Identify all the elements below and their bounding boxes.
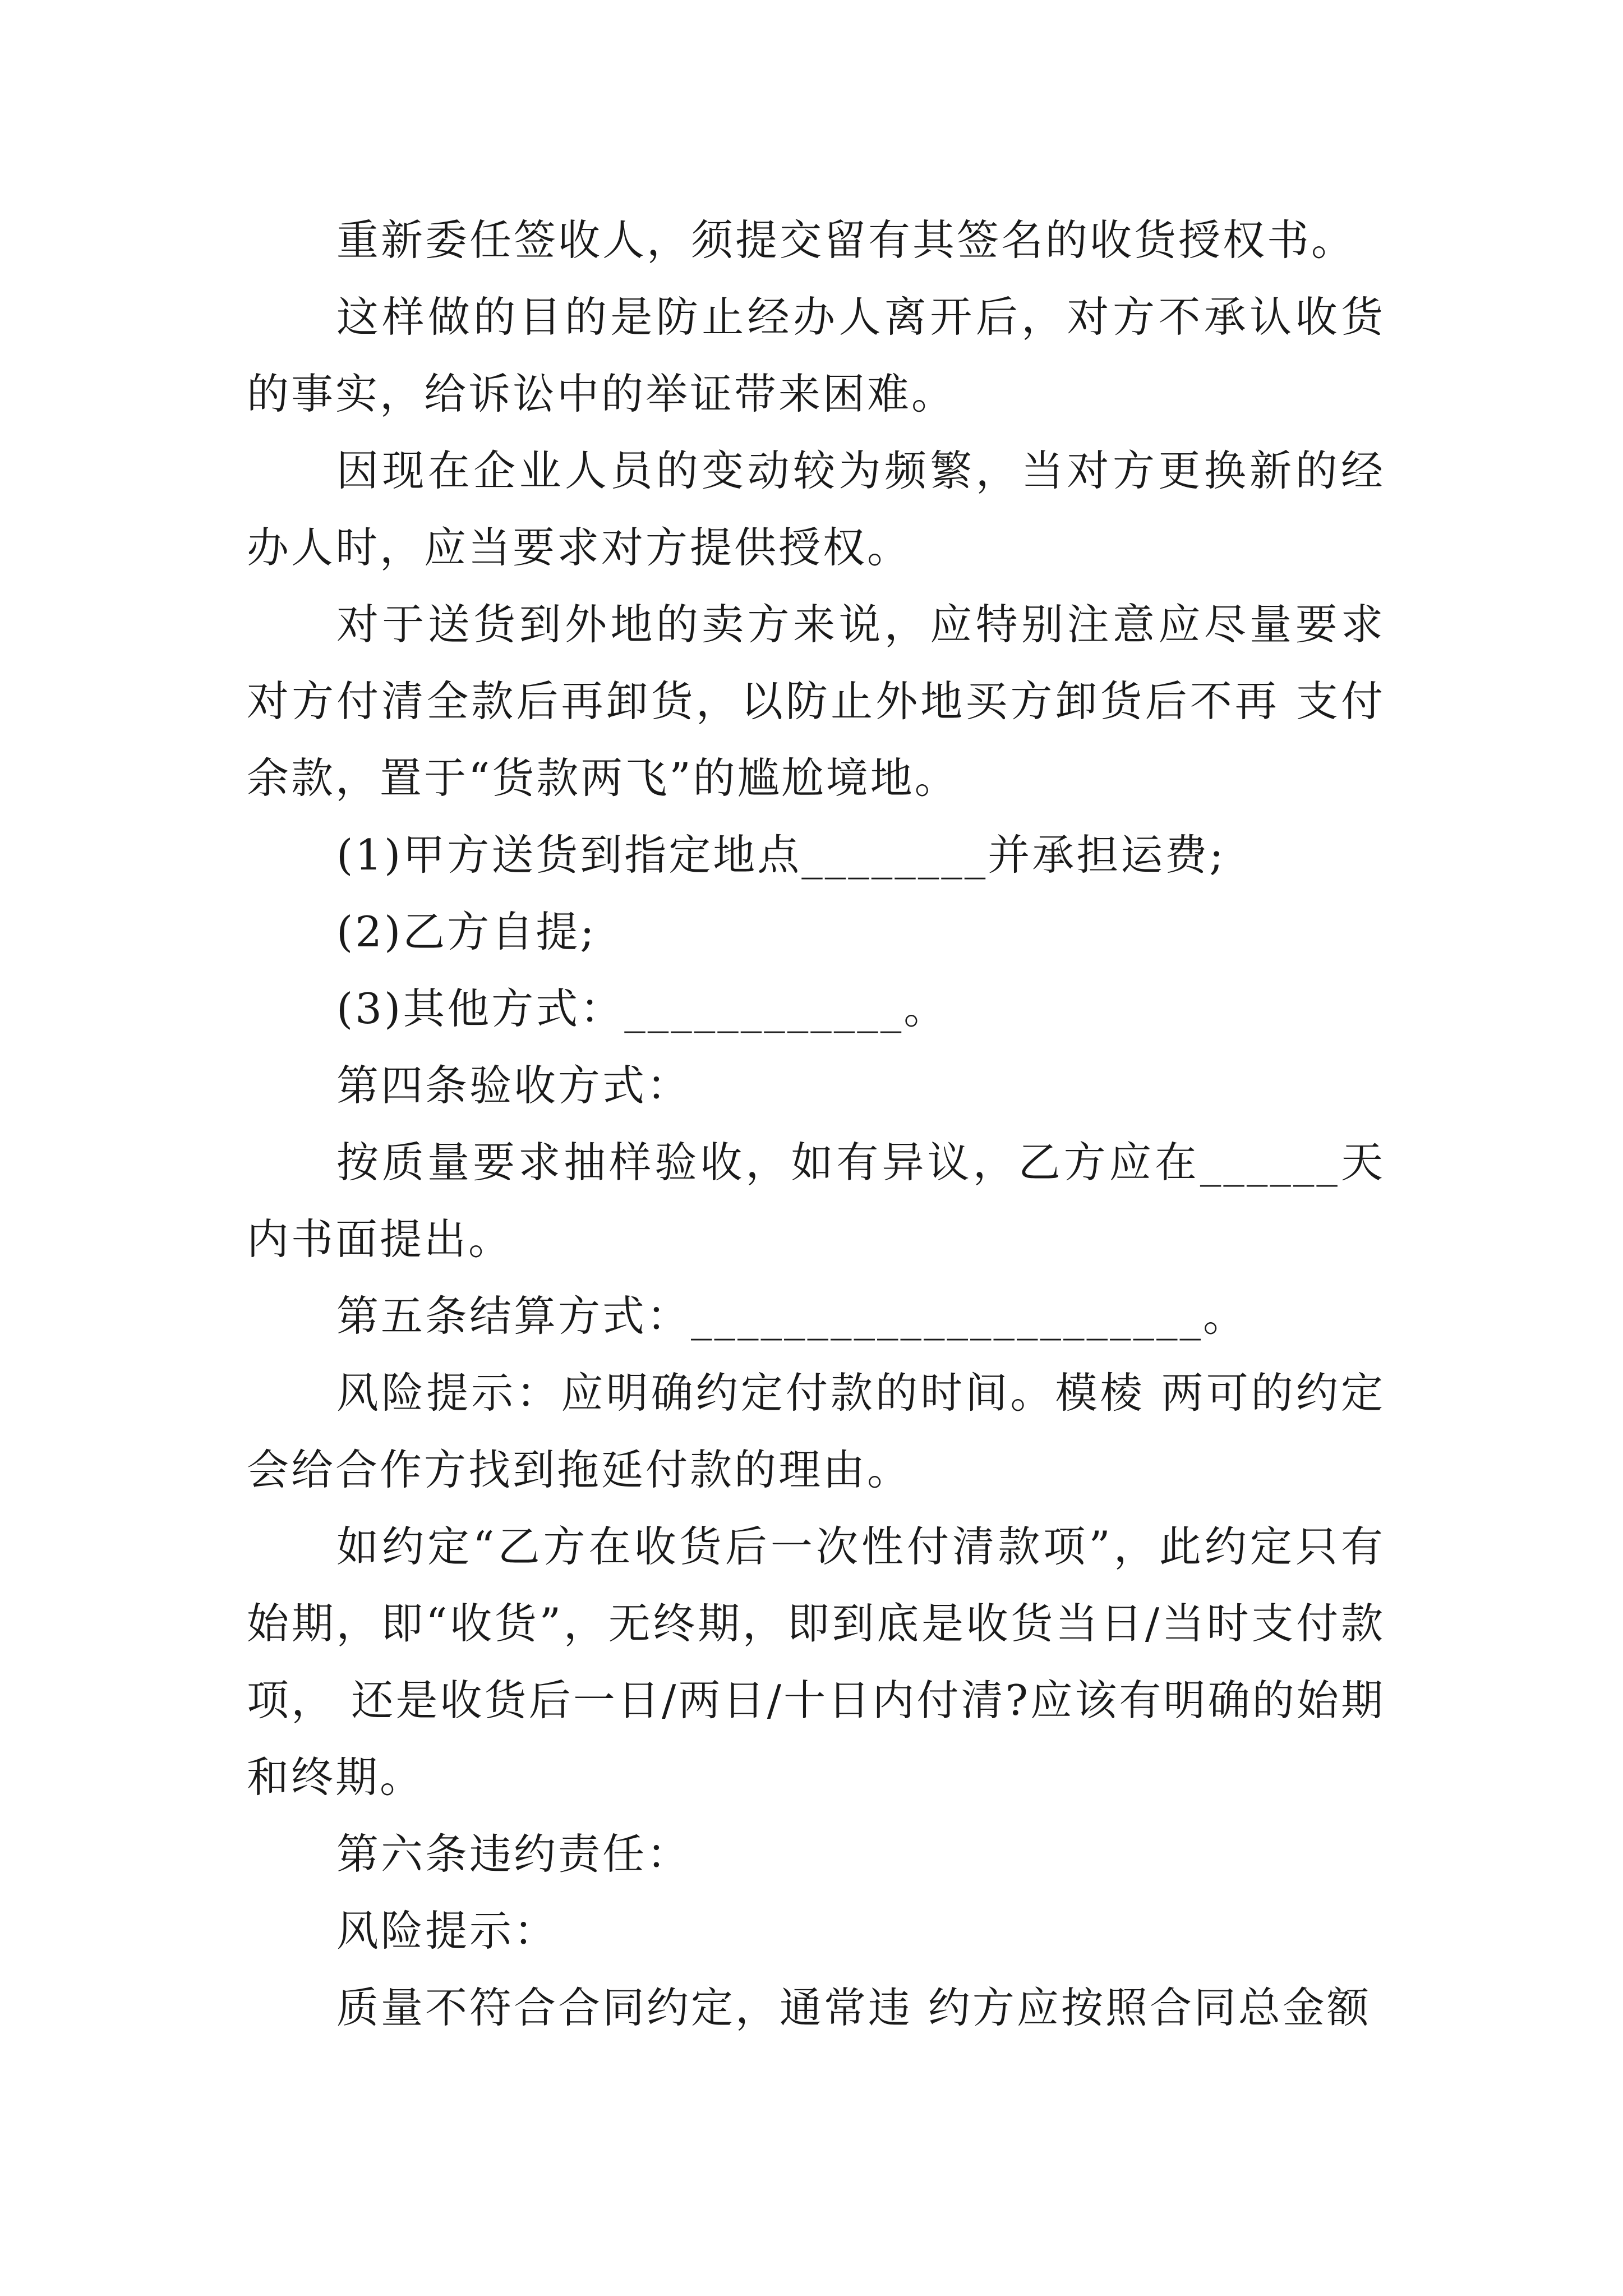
paragraph: 风险提示：应明确约定付款的时间。模棱 两可的约定会给合作方找到拖延付款的理由。 — [247, 1368, 1385, 1494]
paragraph: (1)甲方送货到指定地点________并承担运费; — [336, 830, 1226, 880]
section-heading: 第五条结算方式：______________________。 — [336, 1291, 1248, 1341]
section-heading: 第六条违约责任： — [336, 1829, 691, 1879]
paragraph: 因现在企业人员的变动较为频繁，当对方更换新的经办人时，应当要求对方提供授权。 — [247, 446, 1385, 572]
paragraph: (3)其他方式：____________。 — [336, 984, 948, 1033]
document-body — [247, 202, 1385, 2046]
paragraph: 如约定“乙方在收货后一次性付清款项”，此约定只有始期，即“收货”，无终期，即到底是收货当日/当时支付款项， 还是收货后一日/两日/十日内付清?应该有明确的始期和终期。 — [247, 1522, 1385, 1802]
paragraph: 按质量要求抽样验收，如有异议，乙方应在______天内书面提出。 — [247, 1138, 1385, 1264]
paragraph: 质量不符合合同约定，通常违 约方应按照合同总金额 — [336, 1983, 1371, 2032]
paragraph: 对于送货到外地的卖方来说，应特别注意应尽量要求对方付清全款后再卸货，以防止外地买方卸货后不再 支付余款，置于“货款两飞”的尴尬境地。 — [247, 600, 1385, 803]
paragraph: 重新委任签收人，须提交留有其签名的收货授权书。 — [336, 215, 1356, 265]
section-heading: 第四条验收方式： — [336, 1061, 691, 1110]
paragraph: (2)乙方自提; — [336, 907, 597, 956]
paragraph: 这样做的目的是防止经办人离开后，对方不承认收货的事实，给诉讼中的举证带来困难。 — [247, 292, 1385, 418]
paragraph: 风险提示： — [336, 1906, 559, 1955]
